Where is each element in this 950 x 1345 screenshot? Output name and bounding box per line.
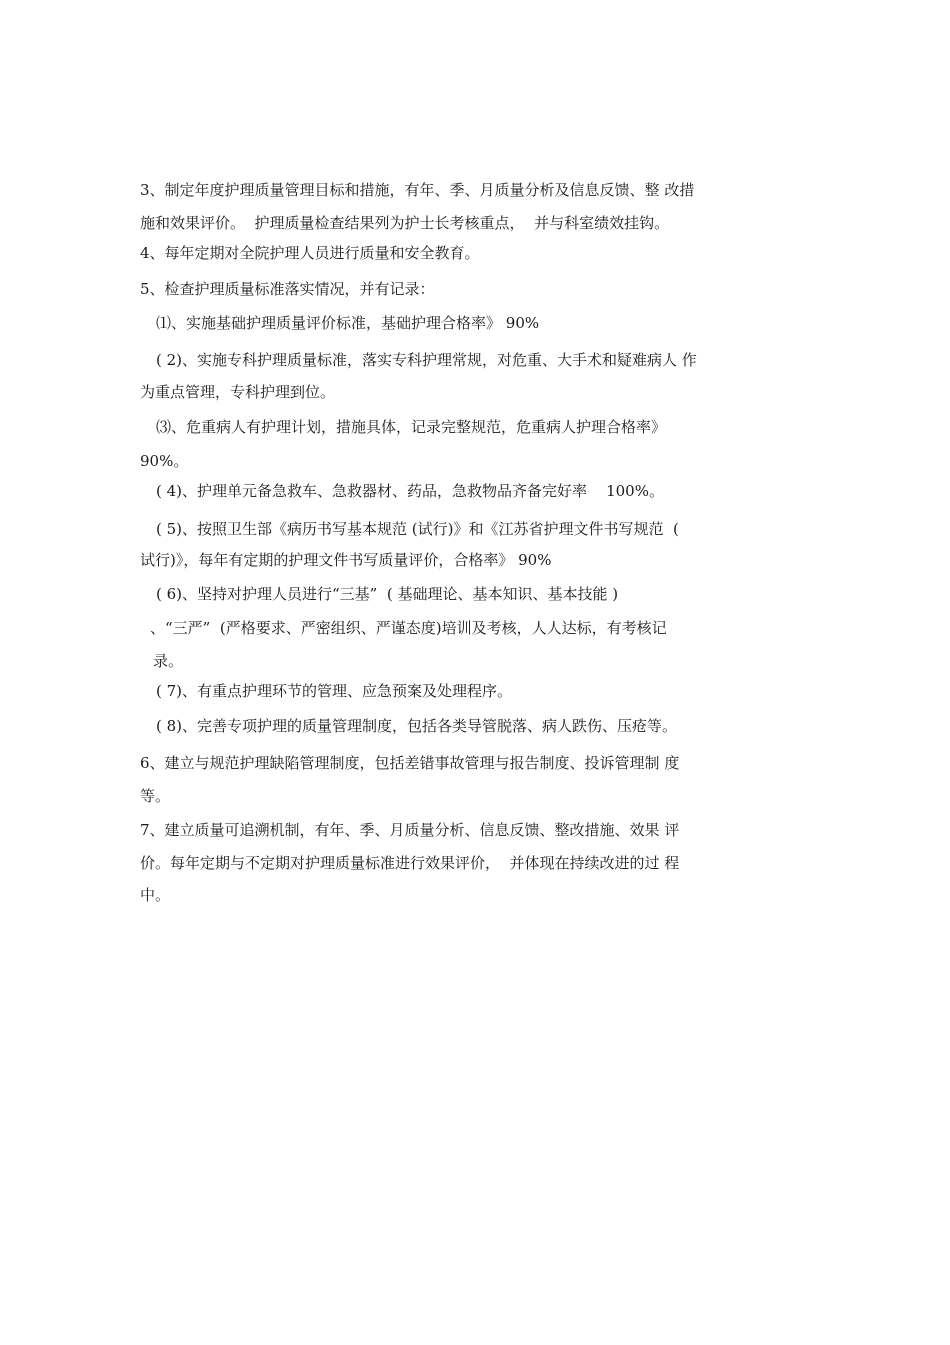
- sub-item-6-line-3: 录。: [153, 652, 184, 670]
- item-7-line-3: 中。: [140, 886, 171, 904]
- item-6-line-2: 等。: [140, 787, 171, 805]
- sub-item-5-line-1: ( 5)、按照卫生部《病历书写基本规范 (试行)》和《江苏省护理文件书写规范 (: [156, 520, 679, 538]
- sub-item-8: ( 8)、完善专项护理的质量管理制度，包括各类导管脱落、病人跌伤、压疮等。: [156, 717, 678, 735]
- item-7-line-1: 7、建立质量可追溯机制，有年、季、月质量分析、信息反馈、整改措施、效果 评: [140, 821, 680, 839]
- sub-item-2-line-1: ( 2)、实施专科护理质量标准，落实专科护理常规，对危重、大手术和疑难病人 作: [156, 351, 697, 369]
- sub-item-2-line-2: 为重点管理，专科护理到位。: [140, 383, 336, 401]
- item-3-line-1: 3、制定年度护理质量管理目标和措施，有年、季、月质量分析及信息反馈、整 改措: [140, 181, 695, 199]
- item-6-line-1: 6、建立与规范护理缺陷管理制度，包括差错事故管理与报告制度、投诉管理制 度: [140, 754, 680, 772]
- sub-item-1: ⑴、实施基础护理质量评价标准，基础护理合格率》 90%: [156, 314, 540, 332]
- sub-item-3-line-2: 90%。: [140, 452, 189, 470]
- item-5-heading: 5、检查护理质量标准落实情况，并有记录：: [140, 280, 435, 298]
- item-3-line-2: 施和效果评价。 护理质量检查结果列为护士长考核重点， 并与科室绩效挂钩。: [140, 214, 670, 232]
- sub-item-7: ( 7)、有重点护理环节的管理、应急预案及处理程序。: [156, 682, 513, 700]
- sub-item-5-line-2: 试行)》，每年有定期的护理文件书写质量评价，合格率》 90%: [140, 551, 552, 569]
- sub-item-4: ( 4)、护理单元备急救车、急救器材、药品，急救物品齐备完好率 100%。: [156, 482, 664, 500]
- item-7-line-2: 价。每年定期与不定期对护理质量标准进行效果评价， 并体现在持续改进的过 程: [140, 854, 680, 872]
- sub-item-3-line-1: ⑶、危重病人有护理计划，措施具体，记录完整规范，危重病人护理合格率》: [156, 418, 667, 436]
- sub-item-6-line-1: ( 6)、坚持对护理人员进行“三基” ( 基础理论、基本知识、基本技能 ): [156, 585, 619, 603]
- sub-item-6-line-2: 、“三严” (严格要求、严密组织、严谨态度)培训及考核，人人达标，有考核记: [150, 619, 667, 637]
- item-4: 4、每年定期对全院护理人员进行质量和安全教育。: [140, 244, 480, 262]
